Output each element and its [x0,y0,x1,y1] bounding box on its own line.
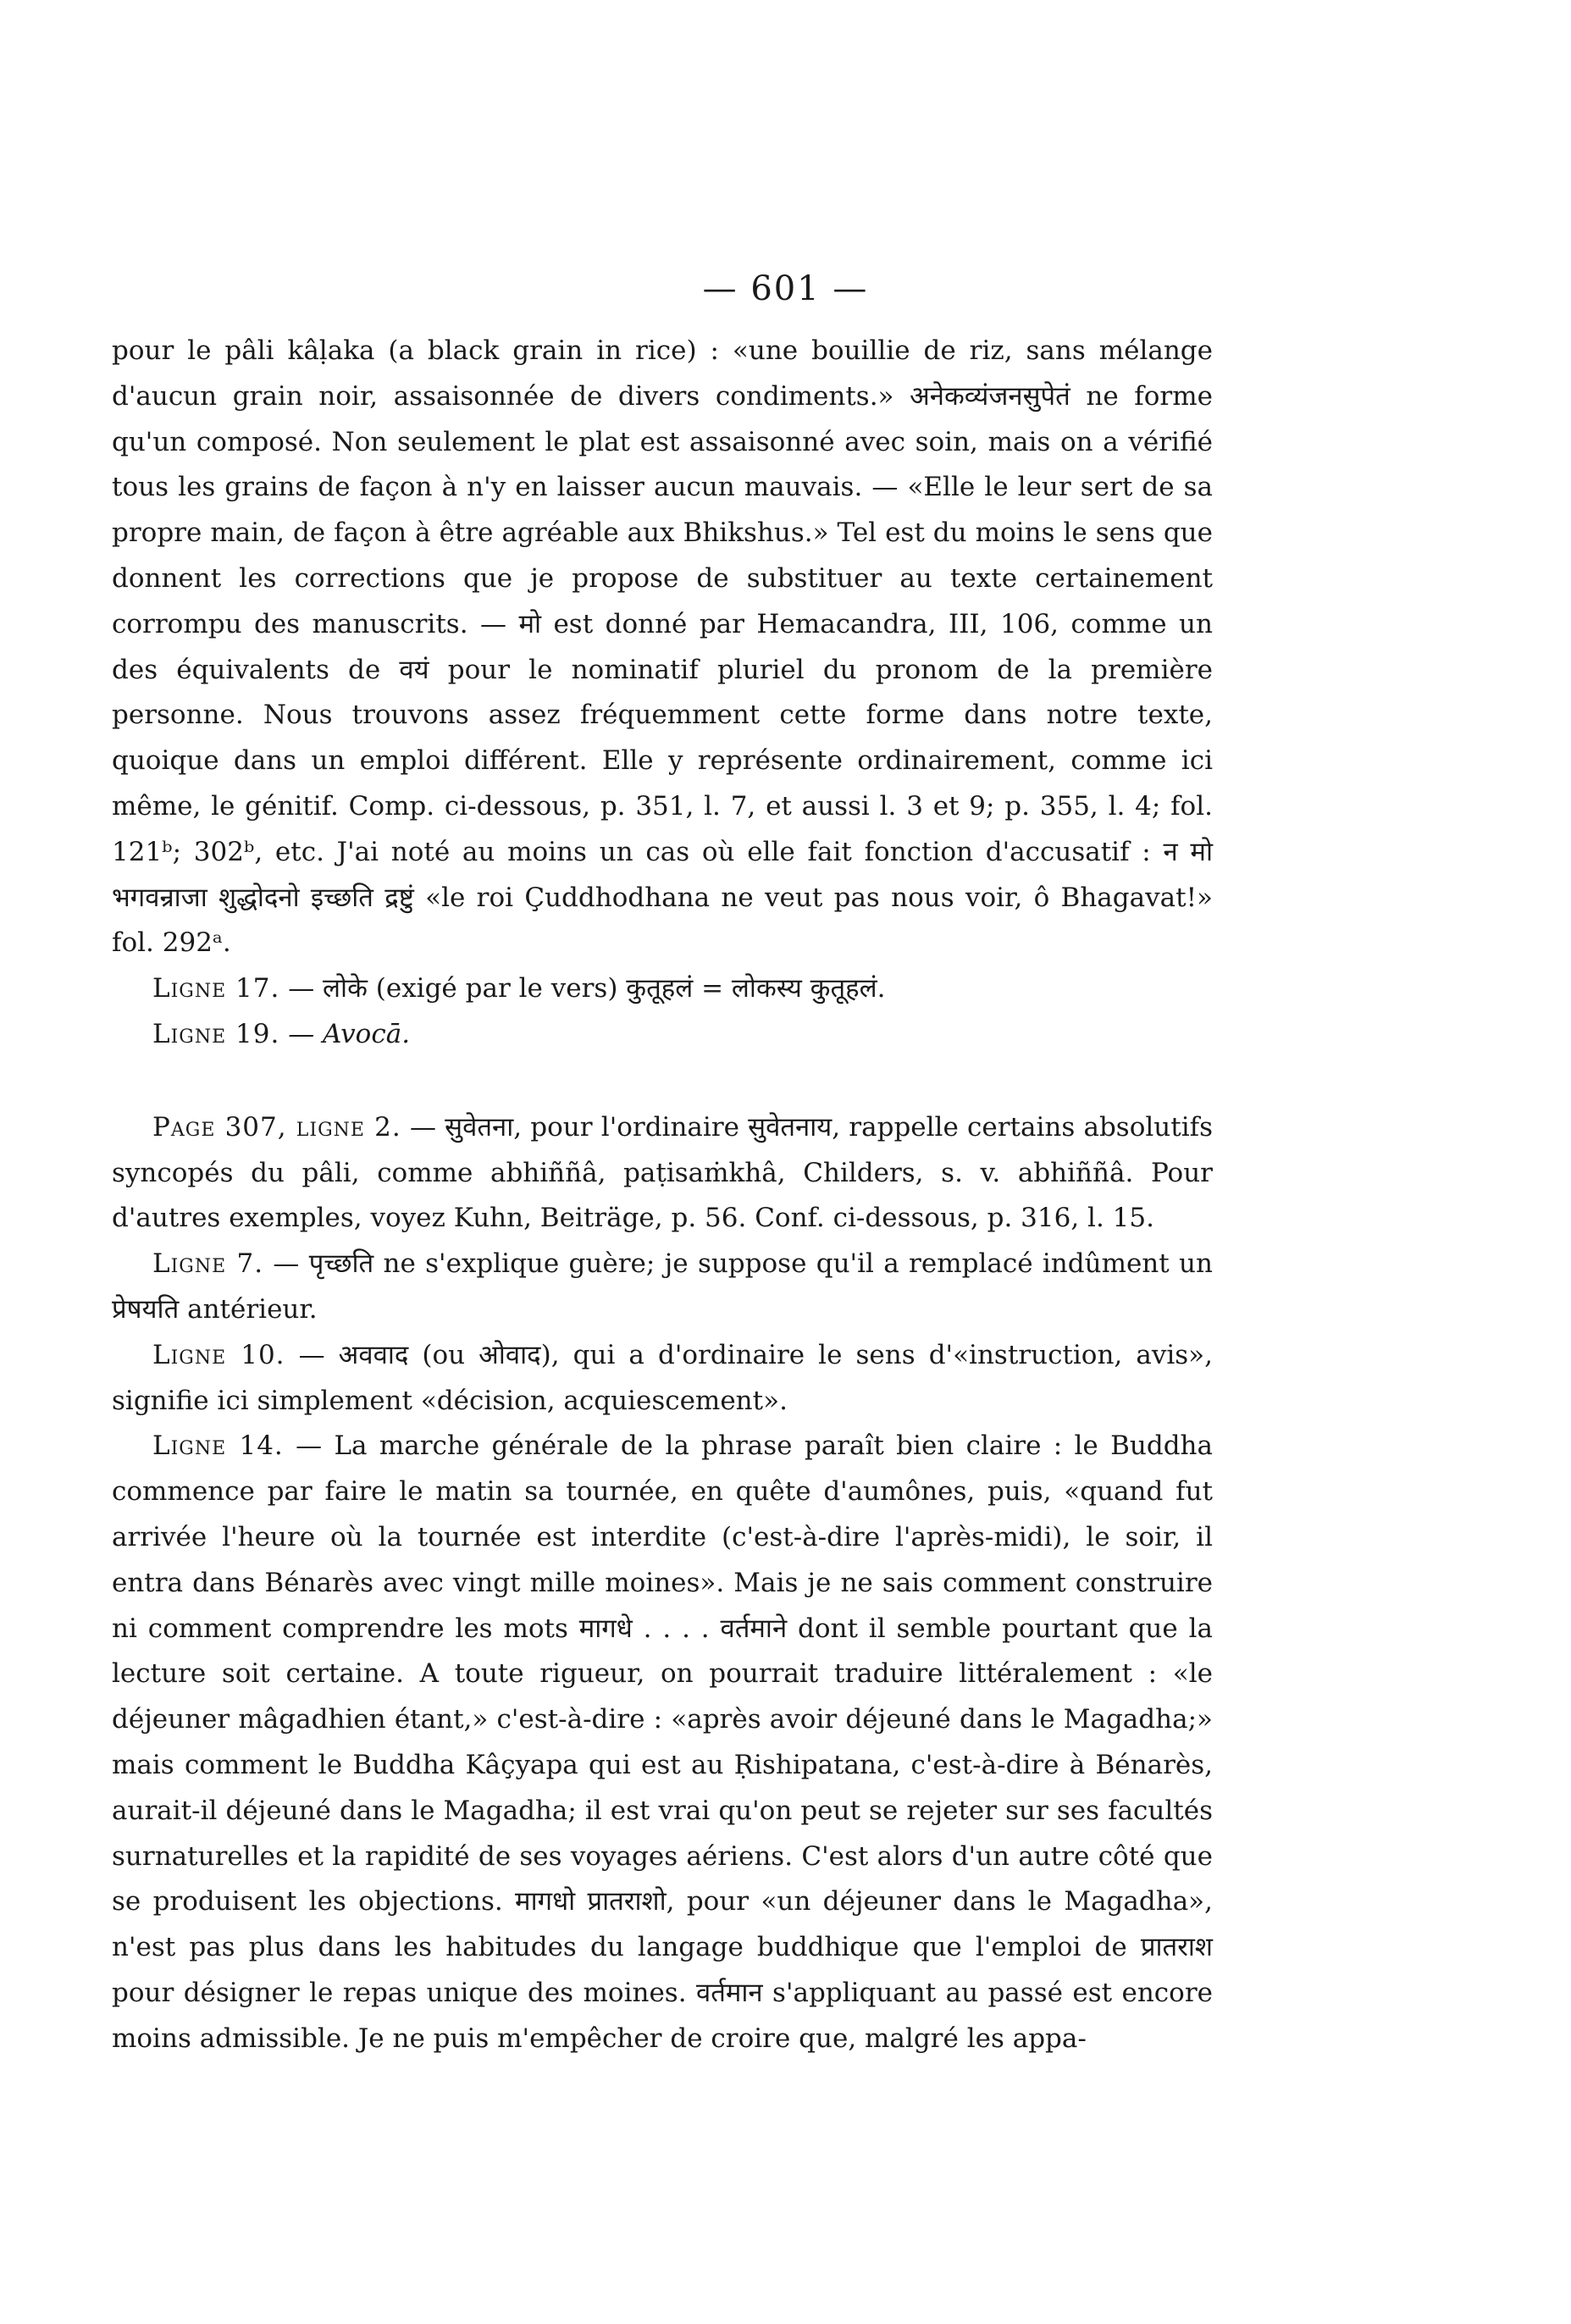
page-reference-label: Page 307, ligne 2. [152,1111,401,1143]
text-body [112,329,1213,2061]
line-reference-label: Ligne 7. [152,1248,264,1280]
paragraph-text: — अववाद (ou ओवाद), qui a d'ordinaire le sens d'«instruction, avis», signifie ici simplement «décision, acquiescement». [112,1339,1213,1416]
paragraph-text: — La marche générale de la phrase paraît bien claire : le Buddha commence par faire le matin sa tournée, en quête d'aumônes, puis, «quand fut arrivée l'heure où la tournée est interdite (c'est-à-dire l'après-midi), le soir, il entra dans Bénarès avec vingt mille moines». Mais je ne sais comment construire ni comment comprendre les mots मागधे . . . . वर्तमाने dont il semble pourtant que la lecture soit certaine. A toute rigueur, on pourrait traduire littéralement : «le déjeuner mâgadhien étant,» c'est-à-dire : «après avoir déjeuné dans le Magadha;» mais comment le Buddha Kâçyapa qui est au Ṛishipatana, c'est-à-dire à Bénarès, aurait-il déjeuné dans le Magadha; il est vrai qu'on peut se rejeter sur ses facultés surnaturelles et la rapidité de ses voyages aériens. C'est alors d'un autre côté que se produisent les objections. मागधो प्रातराशो, pour «un déjeuner dans le Magadha», n'est pas plus dans les habitudes du langage buddhique que l'emploi de प्रातराश pour désigner le repas unique des moines. वर्तमान s'appliquant au passé est encore moins admissible. Je ne puis m'empêcher de croire que, malgré les appa- [112,1430,1213,2054]
line-reference-label: Ligne 19. [152,1018,280,1049]
section-gap [112,1058,1213,1105]
paragraph-text: — लोके (exigé par le vers) कुतूहलं = लोकस्य कुतूहलं. [288,973,886,1004]
paragraph-ligne-14 [112,1424,1213,2061]
paragraph-ligne-19 [112,1012,1213,1058]
paragraph-ligne-17 [112,966,1213,1012]
paragraph-text: — Avocā. [288,1018,411,1049]
paragraph-ligne-7 [112,1242,1213,1333]
paragraph-page-307 [112,1105,1213,1242]
paragraph-continuation: pour le pâli kâḷaka (a black grain in rice) : «une bouillie de riz, sans mélange d'aucun grain noir, assaisonnée de divers condiments.» अनेकव्यंजनसुपेतं ne forme qu'un composé. Non seulement le plat est assaisonné avec soin, mais on a vérifié tous les grains de façon à n'y en laisser aucun mauvais. — «Elle le leur sert de sa propre main, de façon à être agréable aux Bhikshus.» Tel est du moins le sens que donnent les corrections que je propose de substituer au texte certainement corrompu des manuscrits. — मो est donné par Hemacandra, III, 106, comme un des équivalents de वयं pour le nominatif pluriel du pronom de la première personne. Nous trouvons assez fréquemment cette forme dans notre texte, quoique dans un emploi différent. Elle y représente ordinairement, comme ici même, le génitif. Comp. ci-dessous, p. 351, l. 7, et aussi l. 3 et 9; p. 355, l. 4; fol. 121ᵇ; 302ᵇ, etc. J'ai noté au moins un cas où elle fait fonction d'accusatif : न मो भगवन्राजा शुद्धोदनो इच्छति द्रष्टुं «le roi Çuddhodhana ne veut pas nous voir, ô Bhagavat!» fol. 292ᵃ. [112,335,1213,959]
line-reference-label: Ligne 17. [152,973,280,1004]
paragraph-text: — पृच्छति ne s'explique guère; je suppose qu'il a remplacé indûment un प्रेषयति antérieur. [112,1248,1213,1325]
line-reference-label: Ligne 10. [152,1339,285,1370]
paragraph-ligne-10 [112,1333,1213,1425]
page-number: — 601 — [702,269,869,308]
line-reference-label: Ligne 14. [152,1430,284,1462]
paragraph-text: — सुवेतना, pour l'ordinaire सुवेतनाय, rappelle certains absolutifs syncopés du pâli, comme abhiññâ, paṭisaṁkhâ, Childers, s. v. abhiññâ. Pour d'autres exemples, voyez Kuhn, Beiträge, p. 56. Conf. ci-dessous, p. 316, l. 15. [112,1111,1213,1234]
